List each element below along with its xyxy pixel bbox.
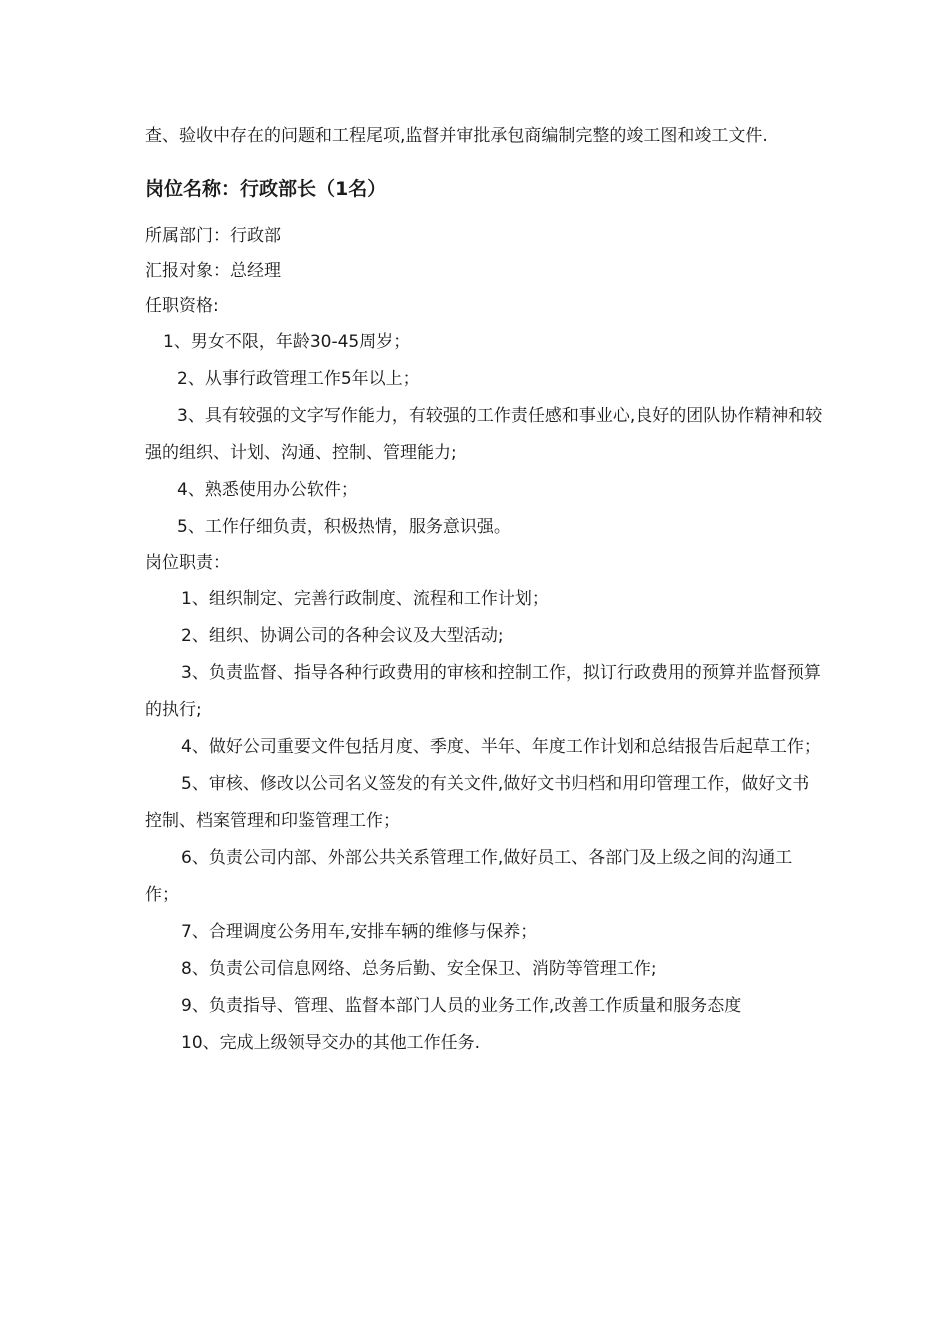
duty-item: 2、组织、协调公司的各种会议及大型活动;: [181, 626, 504, 646]
qualifications-heading: 任职资格:: [145, 296, 219, 316]
qualification-item: 5、工作仔细负责，积极热情，服务意识强。: [177, 517, 511, 537]
duty-item: 10、完成上级领导交办的其他工作任务.: [181, 1033, 481, 1053]
qualification-item: 4、熟悉使用办公软件；: [177, 480, 358, 500]
duty-item: 8、负责公司信息网络、总务后勤、安全保卫、消防等管理工作;: [181, 959, 657, 979]
report-to-line: 汇报对象：总经理: [145, 261, 281, 281]
duty-item: 4、做好公司重要文件包括月度、季度、半年、年度工作计划和总结报告后起草工作；: [181, 737, 821, 757]
duty-item: 5、审核、修改以公司名义签发的有关文件,做好文书归档和用印管理工作，做好文书控制、档案管理和印鉴管理工作；: [145, 774, 810, 831]
duty-item: 9、负责指导、管理、监督本部门人员的业务工作,改善工作质量和服务态度: [181, 996, 742, 1016]
document-body: [145, 118, 825, 1062]
duties-heading: 岗位职责：: [145, 553, 230, 573]
duty-item: 6、负责公司内部、外部公共关系管理工作,做好员工、各部门及上级之间的沟通工作；: [145, 848, 793, 905]
department-line: 所属部门：行政部: [145, 226, 281, 246]
duty-item: 7、合理调度公务用车,安排车辆的维修与保养；: [181, 922, 538, 942]
qualification-item: 3、具有较强的文字写作能力，有较强的工作责任感和事业心,良好的团队协作精神和较强的组织、计划、沟通、控制、管理能力;: [145, 406, 823, 463]
intro-paragraph: 查、验收中存在的问题和工程尾项,监督并审批承包商编制完整的竣工图和竣工文件.: [145, 126, 768, 146]
duty-item: 1、组织制定、完善行政制度、流程和工作计划；: [181, 589, 549, 609]
duty-item: 3、负责监督、指导各种行政费用的审核和控制工作，拟订行政费用的预算并监督预算的执行;: [145, 663, 821, 720]
qualification-item: 2、从事行政管理工作5年以上；: [177, 369, 420, 389]
qualification-item: 1、男女不限，年龄30-45周岁；: [163, 332, 411, 352]
position-title: 岗位名称：行政部长（1名）: [145, 178, 387, 200]
